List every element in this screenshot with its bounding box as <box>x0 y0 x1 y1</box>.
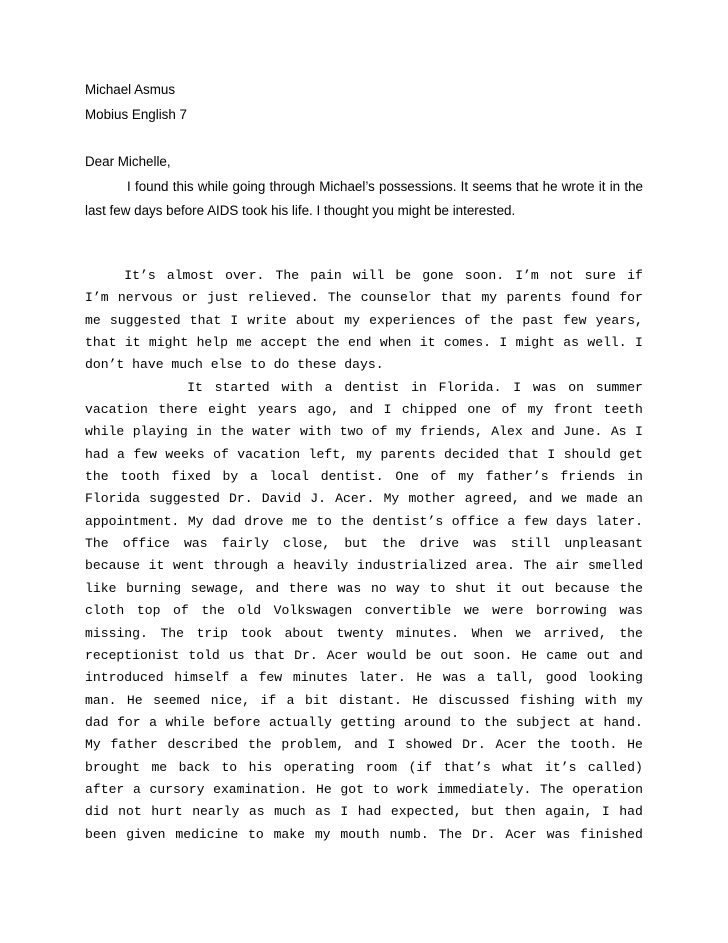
story-line: while playing in the water with two of my friends, Alex and June. As I <box>85 424 643 440</box>
letter-word: it <box>598 179 606 194</box>
story-line: like burning sewage, and there was no way to shut it out because the <box>85 580 643 596</box>
letter-line-1 <box>127 179 643 195</box>
story-line: had a few weeks of vacation left, my parents decided that I should get <box>85 446 643 462</box>
story-line: receptionist told us that Dr. Acer would be out soon. He came out and <box>85 647 643 663</box>
letter-word: that <box>516 179 539 194</box>
letter-word: I <box>127 179 131 194</box>
story-line: did not hurt nearly as much as I had expected, but then again, I had <box>85 804 643 820</box>
story-line: because it went through a heavily industrialized area. The air smelled <box>85 558 643 574</box>
story-line: man. He seemed nice, if a bit distant. He discussed fishing with my <box>85 692 643 708</box>
story-line: don’t have much else to do these days. <box>85 357 384 373</box>
story-line: been given medicine to make my mouth numb. The Dr. Acer was finished <box>85 826 643 842</box>
story-line: I’m nervous or just relieved. The counselor that my parents found for <box>85 290 643 306</box>
letter-word: he <box>542 179 558 194</box>
story-body <box>85 265 643 846</box>
letter-salutation: Dear Michelle, <box>85 154 171 169</box>
letter-word: possessions. <box>379 179 457 194</box>
story-line: missing. The trip took about twenty minutes. When we arrived, the <box>85 625 643 641</box>
letter-word: wrote <box>561 179 595 194</box>
story-line: me suggested that I write about my experiences of the past few years, <box>85 312 643 328</box>
letter-word: the <box>624 179 643 194</box>
letter-word: going <box>232 179 266 194</box>
letter-line-2: last few days before AIDS took his life. I thought you might be interested. <box>85 203 516 218</box>
letter-word: seems <box>472 179 512 194</box>
letter-word: while <box>197 179 229 194</box>
story-line: vacation there eight years ago, and I chipped one of my front teeth <box>85 402 643 418</box>
letter-word: It <box>460 179 469 194</box>
story-line: dad for a while before actually getting around to the subject at hand. <box>85 714 643 730</box>
story-line: My father described the problem, and I showed Dr. Acer the tooth. He <box>85 737 643 753</box>
story-line: It started with a dentist in Florida. I was on summer <box>85 379 643 395</box>
author-name: Michael Asmus <box>85 82 176 97</box>
story-line: appointment. My dad drove me to the dentist’s office a few days later. <box>85 513 643 529</box>
letter-word: found <box>134 179 169 194</box>
story-line: the tooth fixed by a local dentist. One of my father’s friends in <box>85 469 643 485</box>
letter-word: through <box>269 179 315 194</box>
story-line: cloth top of the old Volkswagen convertible we were borrowing was <box>85 603 643 619</box>
letter-word: in <box>609 179 621 194</box>
story-line: It’s almost over. The pain will be gone soon. I’m not sure if <box>85 268 643 283</box>
course-name: Mobius English 7 <box>85 107 187 122</box>
letter-word: Michael’s <box>319 179 375 194</box>
story-line: The office was fairly close, but the drive was still unpleasant <box>85 536 643 552</box>
story-line: Florida suggested Dr. David J. Acer. My mother agreed, and we made an <box>85 491 643 507</box>
story-line: that it might help me accept the end when it comes. I might as well. I <box>85 335 643 351</box>
story-line: brought me back to his operating room (if that’s what it’s called) <box>85 759 643 775</box>
letter-word: this <box>172 179 194 194</box>
story-line: after a cursory examination. He got to work immediately. The operation <box>85 781 643 797</box>
story-line: introduced himself a few minutes later. He was a tall, good looking <box>85 670 643 686</box>
